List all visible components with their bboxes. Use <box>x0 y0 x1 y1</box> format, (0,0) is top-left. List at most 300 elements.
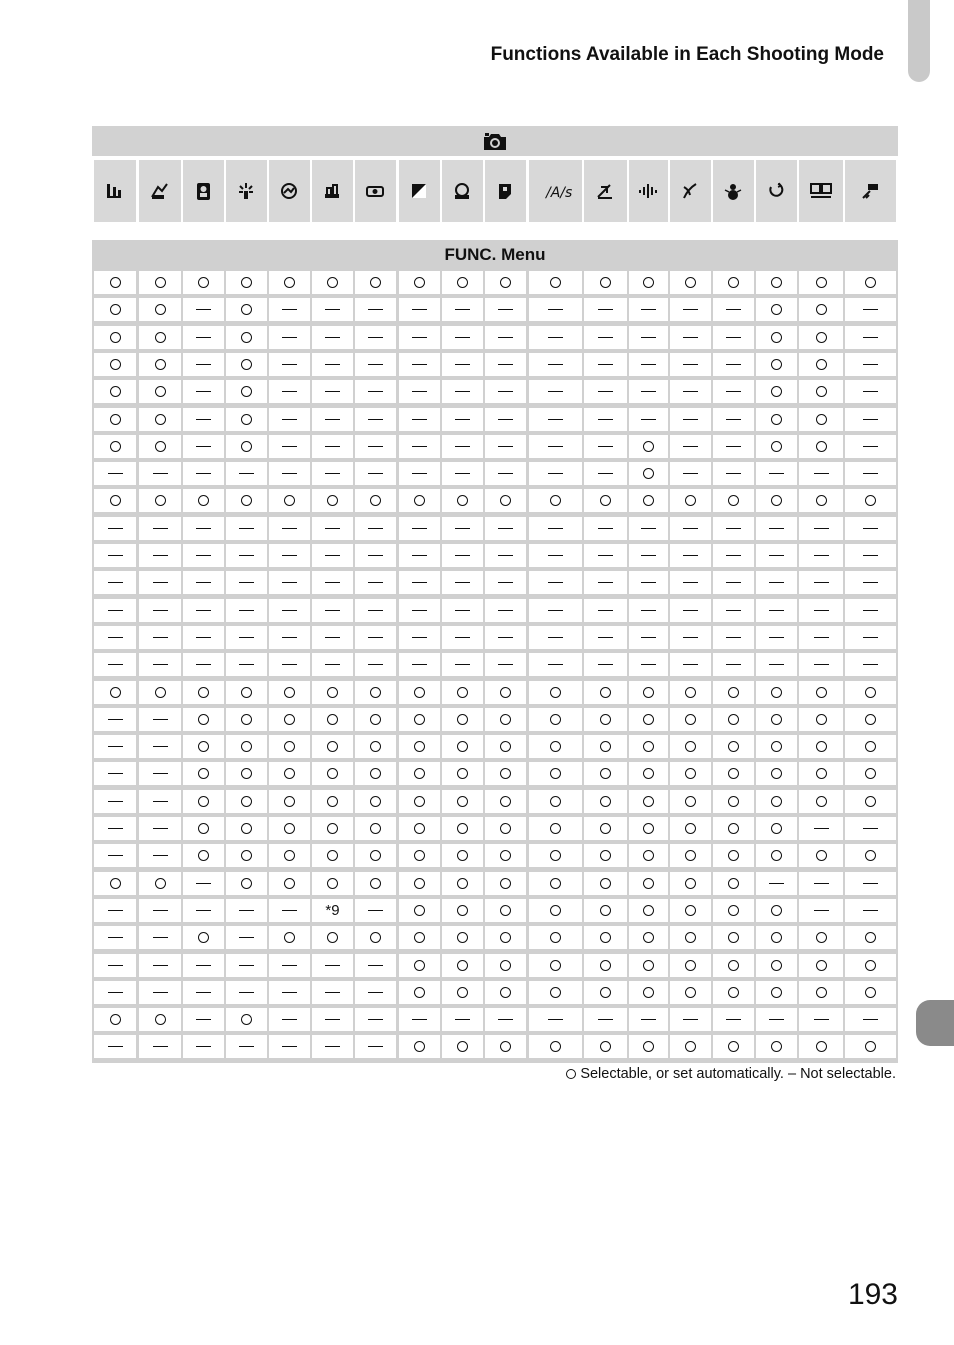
table-cell <box>713 899 754 922</box>
not-selectable-dash-icon <box>108 965 123 966</box>
not-selectable-dash-icon <box>282 965 297 966</box>
table-cell <box>226 326 267 349</box>
selectable-circle-icon <box>414 987 425 998</box>
table-cell <box>629 435 668 458</box>
table-cell <box>94 762 136 785</box>
not-selectable-dash-icon <box>863 883 878 884</box>
selectable-circle-icon <box>771 414 782 425</box>
table-cell <box>529 653 582 676</box>
not-selectable-dash-icon <box>683 582 698 583</box>
not-selectable-dash-icon <box>498 473 513 474</box>
table-cell <box>629 626 668 649</box>
table-cell <box>584 981 627 1004</box>
not-selectable-dash-icon <box>196 910 211 911</box>
not-selectable-dash-icon <box>548 1019 563 1020</box>
selectable-circle-icon <box>241 823 252 834</box>
table-cell <box>139 462 181 485</box>
not-selectable-dash-icon <box>108 910 123 911</box>
table-cell <box>584 462 627 485</box>
selectable-circle-icon <box>414 905 425 916</box>
not-selectable-dash-icon <box>153 801 168 802</box>
table-cell <box>756 681 797 704</box>
table-cell <box>139 872 181 895</box>
not-selectable-dash-icon <box>641 391 656 392</box>
table-cell <box>670 954 711 977</box>
selectable-circle-icon <box>327 850 338 861</box>
not-selectable-dash-icon <box>498 446 513 447</box>
selectable-circle-icon <box>728 1041 739 1052</box>
not-selectable-dash-icon <box>683 391 698 392</box>
table-cell: *9 <box>312 899 353 922</box>
selectable-circle-icon <box>198 796 209 807</box>
table-row <box>92 760 898 787</box>
table-cell <box>629 544 668 567</box>
selectable-circle-icon <box>685 905 696 916</box>
table-cell <box>139 817 181 840</box>
table-cell <box>629 599 668 622</box>
table-cell <box>485 762 526 785</box>
table-cell <box>529 899 582 922</box>
table-cell <box>183 981 224 1004</box>
table-cell <box>226 408 267 431</box>
selectable-circle-icon <box>414 277 425 288</box>
selectable-circle-icon <box>500 823 511 834</box>
selectable-circle-icon <box>241 850 252 861</box>
selectable-circle-icon <box>110 687 121 698</box>
selectable-circle-icon <box>816 332 827 343</box>
table-cell <box>670 844 711 867</box>
not-selectable-dash-icon <box>455 446 470 447</box>
selectable-circle-icon <box>600 495 611 506</box>
table-cell <box>845 735 896 758</box>
table-cell <box>183 844 224 867</box>
selectable-circle-icon <box>370 823 381 834</box>
table-cell <box>355 298 396 321</box>
table-cell <box>529 380 582 403</box>
selectable-circle-icon <box>728 741 739 752</box>
selectable-circle-icon <box>550 905 561 916</box>
table-cell <box>312 326 353 349</box>
table-cell <box>529 708 582 731</box>
not-selectable-dash-icon <box>368 664 383 665</box>
table-cell <box>529 435 582 458</box>
table-cell <box>529 544 582 567</box>
not-selectable-dash-icon <box>368 582 383 583</box>
table-cell <box>355 926 396 949</box>
not-selectable-dash-icon <box>641 364 656 365</box>
table-cell <box>629 271 668 294</box>
table-cell <box>269 326 310 349</box>
table-cell <box>629 571 668 594</box>
table-cell <box>312 790 353 813</box>
table-cell <box>713 708 754 731</box>
table-cell <box>845 462 896 485</box>
table-cell <box>269 762 310 785</box>
not-selectable-dash-icon <box>863 364 878 365</box>
table-cell <box>94 380 136 403</box>
not-selectable-dash-icon <box>108 801 123 802</box>
not-selectable-dash-icon <box>412 391 427 392</box>
not-selectable-dash-icon <box>814 473 829 474</box>
table-cell <box>845 544 896 567</box>
table-cell <box>584 790 627 813</box>
table-cell <box>756 1008 797 1031</box>
table-cell <box>183 681 224 704</box>
table-cell <box>584 489 627 512</box>
table-cell <box>485 926 526 949</box>
selectable-circle-icon <box>155 414 166 425</box>
selectable-circle-icon <box>771 850 782 861</box>
not-selectable-dash-icon <box>108 773 123 774</box>
not-selectable-dash-icon <box>455 391 470 392</box>
table-cell <box>799 571 843 594</box>
table-cell <box>399 954 440 977</box>
table-cell <box>355 653 396 676</box>
table-cell <box>183 626 224 649</box>
not-selectable-dash-icon <box>814 883 829 884</box>
selectable-circle-icon <box>155 277 166 288</box>
table-cell <box>799 762 843 785</box>
table-cell <box>399 380 440 403</box>
selectable-circle-icon <box>643 987 654 998</box>
selectable-circle-icon <box>241 687 252 698</box>
selectable-circle-icon <box>241 359 252 370</box>
not-selectable-dash-icon <box>548 419 563 420</box>
not-selectable-dash-icon <box>548 610 563 611</box>
table-cell <box>756 271 797 294</box>
not-selectable-dash-icon <box>368 473 383 474</box>
table-row <box>92 515 898 542</box>
table-cell <box>442 681 483 704</box>
table-cell <box>355 844 396 867</box>
foliage-icon-glyph <box>680 181 702 201</box>
table-cell <box>584 1035 627 1058</box>
not-selectable-dash-icon <box>108 555 123 556</box>
not-selectable-dash-icon <box>153 637 168 638</box>
selectable-circle-icon <box>816 741 827 752</box>
selectable-circle-icon <box>155 687 166 698</box>
table-cell <box>139 571 181 594</box>
not-selectable-dash-icon <box>641 1019 656 1020</box>
table-cell <box>442 981 483 1004</box>
not-selectable-dash-icon <box>726 446 741 447</box>
not-selectable-dash-icon <box>683 419 698 420</box>
not-selectable-dash-icon <box>498 309 513 310</box>
table-cell <box>529 762 582 785</box>
table-cell <box>442 626 483 649</box>
selectable-circle-icon <box>816 687 827 698</box>
table-cell <box>183 954 224 977</box>
selectable-circle-icon <box>241 414 252 425</box>
not-selectable-dash-icon <box>769 1019 784 1020</box>
selectable-circle-icon <box>550 878 561 889</box>
selectable-circle-icon <box>284 796 295 807</box>
selectable-circle-icon <box>327 687 338 698</box>
table-cell <box>529 1035 582 1058</box>
selectable-circle-icon <box>198 495 209 506</box>
table-row <box>92 979 898 1006</box>
table-cell <box>670 1008 711 1031</box>
table-cell <box>312 353 353 376</box>
table-cell <box>670 626 711 649</box>
selectable-circle-icon <box>865 495 876 506</box>
selectable-circle-icon <box>550 1041 561 1052</box>
not-selectable-dash-icon <box>726 582 741 583</box>
table-cell <box>442 380 483 403</box>
not-selectable-dash-icon <box>153 855 168 856</box>
not-selectable-dash-icon <box>863 419 878 420</box>
table-cell <box>485 872 526 895</box>
table-cell <box>139 298 181 321</box>
table-cell <box>355 817 396 840</box>
not-selectable-dash-icon <box>683 473 698 474</box>
table-row <box>92 296 898 323</box>
not-selectable-dash-icon <box>769 582 784 583</box>
not-selectable-dash-icon <box>153 719 168 720</box>
table-cell <box>399 926 440 949</box>
selectable-circle-icon <box>500 905 511 916</box>
table-cell <box>485 462 526 485</box>
table-cell <box>713 653 754 676</box>
not-selectable-dash-icon <box>412 309 427 310</box>
table-cell <box>442 353 483 376</box>
table-cell <box>355 571 396 594</box>
chapter-tab-side <box>916 1000 954 1046</box>
not-selectable-dash-icon <box>412 582 427 583</box>
selectable-circle-icon <box>370 932 381 943</box>
table-cell <box>269 298 310 321</box>
selectable-circle-icon <box>771 441 782 452</box>
table-cell <box>355 762 396 785</box>
table-cell <box>269 1008 310 1031</box>
selectable-circle-icon <box>284 823 295 834</box>
selectable-circle-icon <box>198 277 209 288</box>
table-cell <box>94 599 136 622</box>
table-cell <box>485 653 526 676</box>
table-cell <box>94 353 136 376</box>
table-cell <box>670 571 711 594</box>
selectable-circle-icon <box>414 741 425 752</box>
table-cell <box>485 544 526 567</box>
not-selectable-dash-icon <box>598 446 613 447</box>
selectable-circle-icon <box>600 741 611 752</box>
not-selectable-dash-icon <box>239 937 254 938</box>
table-cell <box>269 790 310 813</box>
selectable-circle-icon <box>198 823 209 834</box>
not-selectable-dash-icon <box>412 555 427 556</box>
table-cell <box>670 462 711 485</box>
table-cell <box>183 790 224 813</box>
not-selectable-dash-icon <box>325 555 340 556</box>
table-cell <box>845 1008 896 1031</box>
not-selectable-dash-icon <box>282 555 297 556</box>
selectable-circle-icon <box>865 960 876 971</box>
selectable-circle-icon <box>816 768 827 779</box>
table-cell <box>629 462 668 485</box>
table-cell <box>756 571 797 594</box>
not-selectable-dash-icon <box>598 364 613 365</box>
not-selectable-dash-icon <box>325 391 340 392</box>
table-cell <box>442 872 483 895</box>
table-cell <box>312 872 353 895</box>
table-cell <box>312 653 353 676</box>
selectable-circle-icon <box>771 386 782 397</box>
table-cell <box>529 462 582 485</box>
not-selectable-dash-icon <box>239 664 254 665</box>
selectable-circle-icon <box>643 905 654 916</box>
selectable-circle-icon <box>110 1014 121 1025</box>
table-cell <box>139 271 181 294</box>
selectable-circle-icon <box>643 850 654 861</box>
table-cell <box>399 844 440 867</box>
table-cell <box>139 435 181 458</box>
table-row <box>92 1033 898 1060</box>
table-cell <box>799 517 843 540</box>
table-cell <box>399 517 440 540</box>
table-cell <box>713 489 754 512</box>
selectable-circle-icon <box>370 878 381 889</box>
selectable-circle-icon <box>500 768 511 779</box>
table-cell <box>355 435 396 458</box>
not-selectable-dash-icon <box>769 883 784 884</box>
table-row <box>92 924 898 951</box>
not-selectable-dash-icon <box>108 828 123 829</box>
table-cell <box>670 872 711 895</box>
selectable-circle-icon <box>110 332 121 343</box>
table-cell <box>94 954 136 977</box>
selectable-circle-icon <box>155 495 166 506</box>
table-cell <box>269 435 310 458</box>
portrait-icon-glyph <box>193 181 215 201</box>
table-cell <box>139 489 181 512</box>
not-selectable-dash-icon <box>325 309 340 310</box>
selectable-circle-icon <box>550 768 561 779</box>
selectable-circle-icon <box>550 714 561 725</box>
not-selectable-dash-icon <box>548 473 563 474</box>
table-cell <box>529 353 582 376</box>
table-cell <box>183 408 224 431</box>
table-cell <box>756 653 797 676</box>
table-cell <box>799 489 843 512</box>
table-cell <box>584 408 627 431</box>
table-cell <box>845 271 896 294</box>
table-cell <box>713 408 754 431</box>
table-cell <box>529 817 582 840</box>
not-selectable-dash-icon <box>282 992 297 993</box>
table-cell <box>269 489 310 512</box>
not-selectable-dash-icon <box>368 910 383 911</box>
table-cell <box>355 899 396 922</box>
table-cell <box>94 571 136 594</box>
not-selectable-dash-icon <box>863 528 878 529</box>
table-cell <box>584 708 627 731</box>
selectable-circle-icon <box>643 960 654 971</box>
selectable-circle-icon <box>685 823 696 834</box>
selectable-circle-icon <box>600 687 611 698</box>
table-cell <box>629 844 668 867</box>
color-accent-swap-icon <box>529 160 582 222</box>
table-cell <box>399 762 440 785</box>
table-cell <box>756 626 797 649</box>
not-selectable-dash-icon <box>548 337 563 338</box>
selectable-circle-icon <box>643 687 654 698</box>
not-selectable-dash-icon <box>108 719 123 720</box>
table-cell <box>94 899 136 922</box>
table-cell <box>269 408 310 431</box>
table-cell <box>269 735 310 758</box>
table-cell <box>226 571 267 594</box>
table-cell <box>529 408 582 431</box>
table-cell <box>183 380 224 403</box>
table-cell <box>845 681 896 704</box>
table-cell <box>399 435 440 458</box>
table-cell <box>355 380 396 403</box>
selectable-circle-icon <box>241 878 252 889</box>
table-cell <box>529 681 582 704</box>
not-selectable-dash-icon <box>368 1046 383 1047</box>
table-cell <box>269 899 310 922</box>
table-cell <box>312 517 353 540</box>
table-cell <box>629 981 668 1004</box>
table-cell <box>845 353 896 376</box>
table-cell <box>183 489 224 512</box>
selectable-circle-icon <box>685 495 696 506</box>
table-row <box>92 897 898 924</box>
table-cell <box>442 954 483 977</box>
table-cell <box>399 1008 440 1031</box>
table-cell <box>399 271 440 294</box>
selectable-circle-icon <box>643 823 654 834</box>
selectable-circle-icon <box>327 495 338 506</box>
selectable-circle-icon <box>241 741 252 752</box>
selectable-circle-icon <box>284 878 295 889</box>
selectable-circle-icon <box>284 741 295 752</box>
not-selectable-dash-icon <box>196 883 211 884</box>
selectable-circle-icon <box>155 878 166 889</box>
table-cell <box>139 844 181 867</box>
table-row <box>92 460 898 487</box>
not-selectable-dash-icon <box>683 337 698 338</box>
table-cell <box>399 681 440 704</box>
not-selectable-dash-icon <box>863 473 878 474</box>
not-selectable-dash-icon <box>726 419 741 420</box>
table-cell <box>629 489 668 512</box>
table-cell <box>845 326 896 349</box>
table-cell <box>139 926 181 949</box>
not-selectable-dash-icon <box>196 309 211 310</box>
selectable-circle-icon <box>500 987 511 998</box>
table-row <box>92 788 898 815</box>
selectable-circle-icon <box>241 386 252 397</box>
table-cell <box>442 926 483 949</box>
table-cell <box>312 762 353 785</box>
selectable-circle-icon <box>327 878 338 889</box>
table-cell <box>269 981 310 1004</box>
not-selectable-dash-icon <box>683 555 698 556</box>
table-cell <box>584 1008 627 1031</box>
chapter-tab-top <box>908 0 930 82</box>
not-selectable-dash-icon <box>325 1046 340 1047</box>
selectable-circle-icon <box>457 850 468 861</box>
table-cell <box>756 954 797 977</box>
table-cell <box>312 735 353 758</box>
table-cell <box>756 1035 797 1058</box>
table-cell <box>756 735 797 758</box>
table-cell <box>399 872 440 895</box>
monochrome-icon-glyph <box>409 181 431 201</box>
not-selectable-dash-icon <box>498 337 513 338</box>
selectable-circle-icon <box>284 714 295 725</box>
